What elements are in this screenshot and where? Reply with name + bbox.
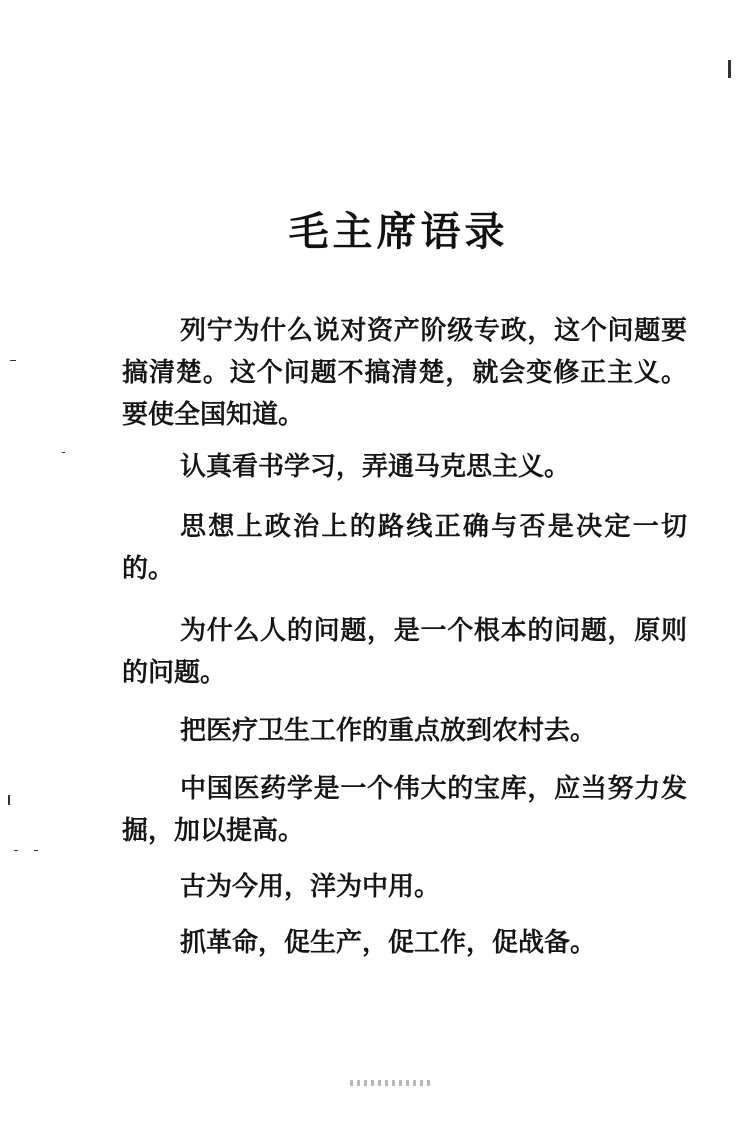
quote-8: 抓革命，促生产，促工作，促战备。 xyxy=(180,928,597,958)
quote-3: 思想上政治上的路线正确与否是决定一切的。 xyxy=(122,512,687,584)
quote-7: 古为今用，洋为中用。 xyxy=(180,872,441,902)
scan-speck xyxy=(14,850,18,851)
scan-speck xyxy=(728,60,731,78)
scan-speck xyxy=(10,360,16,361)
scan-speck xyxy=(62,452,65,453)
quote-6: 中国医药学是一个伟大的宝库，应当努力发掘，加以提高。 xyxy=(122,774,687,846)
quote-5: 把医疗卫生工作的重点放到农村去。 xyxy=(180,716,597,746)
quote-4: 为什么人的问题，是一个根本的问题，原则的问题。 xyxy=(122,616,687,688)
scan-speck xyxy=(8,795,10,805)
quote-1: 列宁为什么说对资产阶级专政，这个问题要搞清楚。这个问题不搞清楚，就会变修正主义。要使全国知道。 xyxy=(122,316,687,430)
quote-2: 认真看书学习，弄通马克思主义。 xyxy=(180,452,571,482)
page-number-smudge xyxy=(350,1080,430,1086)
scan-speck xyxy=(34,850,38,851)
page-title: 毛主席语录 xyxy=(288,208,509,255)
